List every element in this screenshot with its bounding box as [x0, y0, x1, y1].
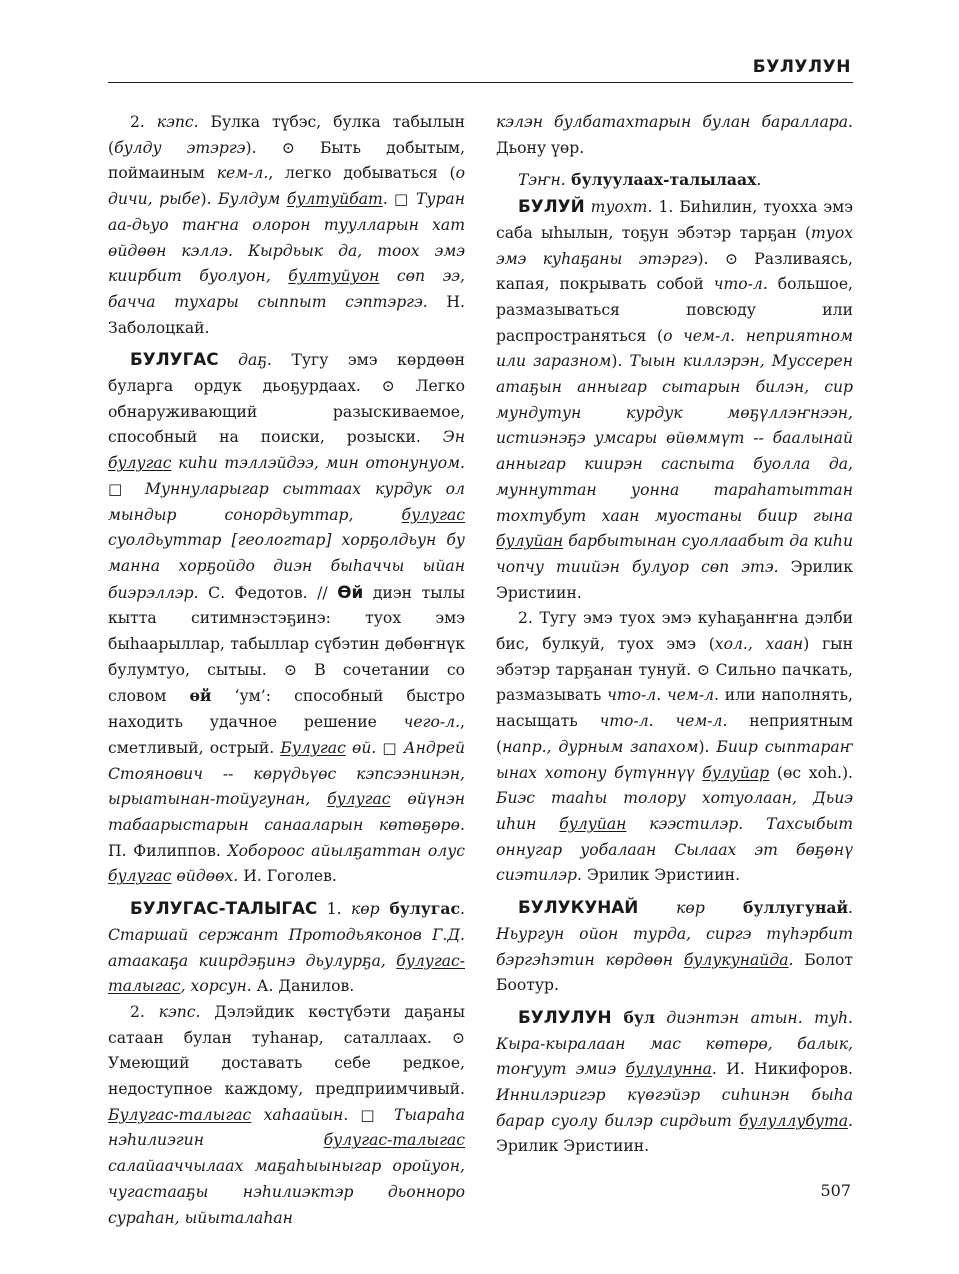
header-rule [108, 82, 853, 83]
right-column [496, 110, 853, 1160]
headword: БУЛУКУНАЙ [518, 897, 639, 918]
entry-continuation: 2. кэпс. Булка түбэс, булка табылын (булду этэргэ). ⊙ Быть добытым, поймаиным кем-л., легко добываться (о дичи, рыбе). Булдум бултуйбат. □ Туран аа-дьуо таҥна олорон туулларын хат өйдөөн кэллэ. Кырдьык да, тоох эмэ киирбит буолуон, бултуйуон сөп ээ, баччa тухары сыппыт сэптэргэ. Н. Заболоцкай. [108, 113, 465, 337]
headword: БУЛУЙ [518, 196, 585, 217]
entry-bului-sense-2: 2. Тугу эмэ туох эмэ куһаҕанҥна дэлби бис, булкуй, туох эмэ (хол., хаан) гын эбэтэр тарҕанан тунуй. ⊙ Сильно пачкать, размазывать что-л. чем-л. или наполнять, насыщать что-л. чем-л. неприятным (напр., дурным запахом). Биир сыптараҥ ынах хотону бүтүннүү булуйар (өс хоһ.). Биэс тааһы толору хотуолаан, Дьиэ иһин булуйан кээстилэр. Тахсыбыт оннугар уобалаан Сылаах эт бөҕөнү сиэтилэр. Эрилик Эристиин. [496, 609, 854, 885]
entry-continuation: кэлэн булбатахтарын булан бараллара. Дьону үөр. [496, 113, 853, 157]
headword: БУЛУГАС [130, 349, 219, 370]
entry-bulugas-talygas-sense-2: 2. кэпс. Дэлэйдик көстүбэти даҕаны сатаан булан туһанар, саталлаах. ⊙ Умеющий доставать себе редкое, недоступное каждому, предприимчивый. Булугас-талыгас хаһаайын. □ Тыараһа нэһилиэгин булугас-талыгас салайааччылаах маҕаһыыныгар оройуон, чугастааҕы нэһилиэктэр дьонноро сураһан, ыйыталаһан [108, 1002, 465, 1227]
headword: БУЛУЛУН [518, 1006, 612, 1027]
page-number: 507 [820, 1181, 851, 1200]
compare-note: Тэҥн. булуулаах-талылаах. [518, 170, 762, 190]
entry-bulukunai: БУЛУКУНАЙ көр буллугунай. Ньургун ойон турда, сиргэ түһэрбит бэргэһэтин көрдөөн булукунайда. Болот Боотур. [496, 897, 854, 995]
entry-bululun: БУЛУЛУН бул диэнтэн атын. туһ. Кыра-кыралаан мас көтөрө, балык, тоҥуут эмиэ булулунна. И. Никифоров. Иннилэригэр күөгэйэр сиһинэн быһа барар суолу билэр сирдьит булуллубута. Эрилик Эристиин. [496, 1006, 854, 1156]
left-column [108, 110, 465, 1231]
entry-bulugas-talygas: БУЛУГАС-ТАЛЫГАС 1. көр булугас. Старшай сержант Протодьяконов Г.Д. атаакаҕа киирдэҕинэ дьулурҕа, булугас-талыгас, хорсун. А. Данилов. [108, 898, 465, 996]
headword: БУЛУГАС-ТАЛЫГАС [130, 898, 318, 919]
entry-bului: БУЛУЙ туохт. 1. Биһилин, туохха эмэ саба ыһылын, тоҕун эбэтэр тарҕан (туох эмэ куһаҕаны этэргэ). ⊙ Разливаясь, капая, покрывать собой что-л. большое, размазываться повсюду или распространяться (о чем-л. неприятном или заразном). Тыын киллэрэн, Муссерен атаҕын анныгар сытарын билэн, сир мундутун курдук мөҕүллэҥнээн, истиэнэҕэ умсары өйөммүт -- баалынай анныгар киирэн саспыта буолла да, муннуттан уонна тараһатыттан тохтубут хаан муостаны биир гына булуйан барбытынан суоллаабыт да киһи чопчу тиийэн булуор сөп этэ. Эрилик Эристиин. [496, 196, 854, 602]
running-head: БУЛУЛУН [752, 57, 851, 77]
entry-bulugas: БУЛУГАС даҕ. Тугу эмэ көрдөөн буларга ордук дьоҕурдаах. ⊙ Легко обнаруживающий разыскиваемое, способный на поиски, розыски. Эн булугас киһи тэллэйдээ, мин отонунуом. □ Муннуларыгар сыттаах курдук ол мындыр сонордьуттар, булугас суолдьуттар [геологтар] хорҕолдьун бу манна хорҕойдо диэн быһаччы ыйан биэрэллэр. С. Федотов. // Өй диэн тылы кытта ситимнэстэҕинэ: туох эмэ быһаарыллар, табыллар сүбэтин дөбөҥнүк булумтуо, сытыы. ⊙ В сочетании со словом өй ‘ум’: способный быстро находить удачное решение чего-л., сметливый, острый. Булугас өй. □ Андрей Стоянович -- көрүдьүөс кэпсээнинэн, ырыатынан-тойугунан, булугас өйүнэн табаарыстарын санааларын көтөҕөрө. П. Филиппов. Хобороос айылҕаттан олус булугас өйдөөх. И. Гоголев. [108, 349, 465, 886]
